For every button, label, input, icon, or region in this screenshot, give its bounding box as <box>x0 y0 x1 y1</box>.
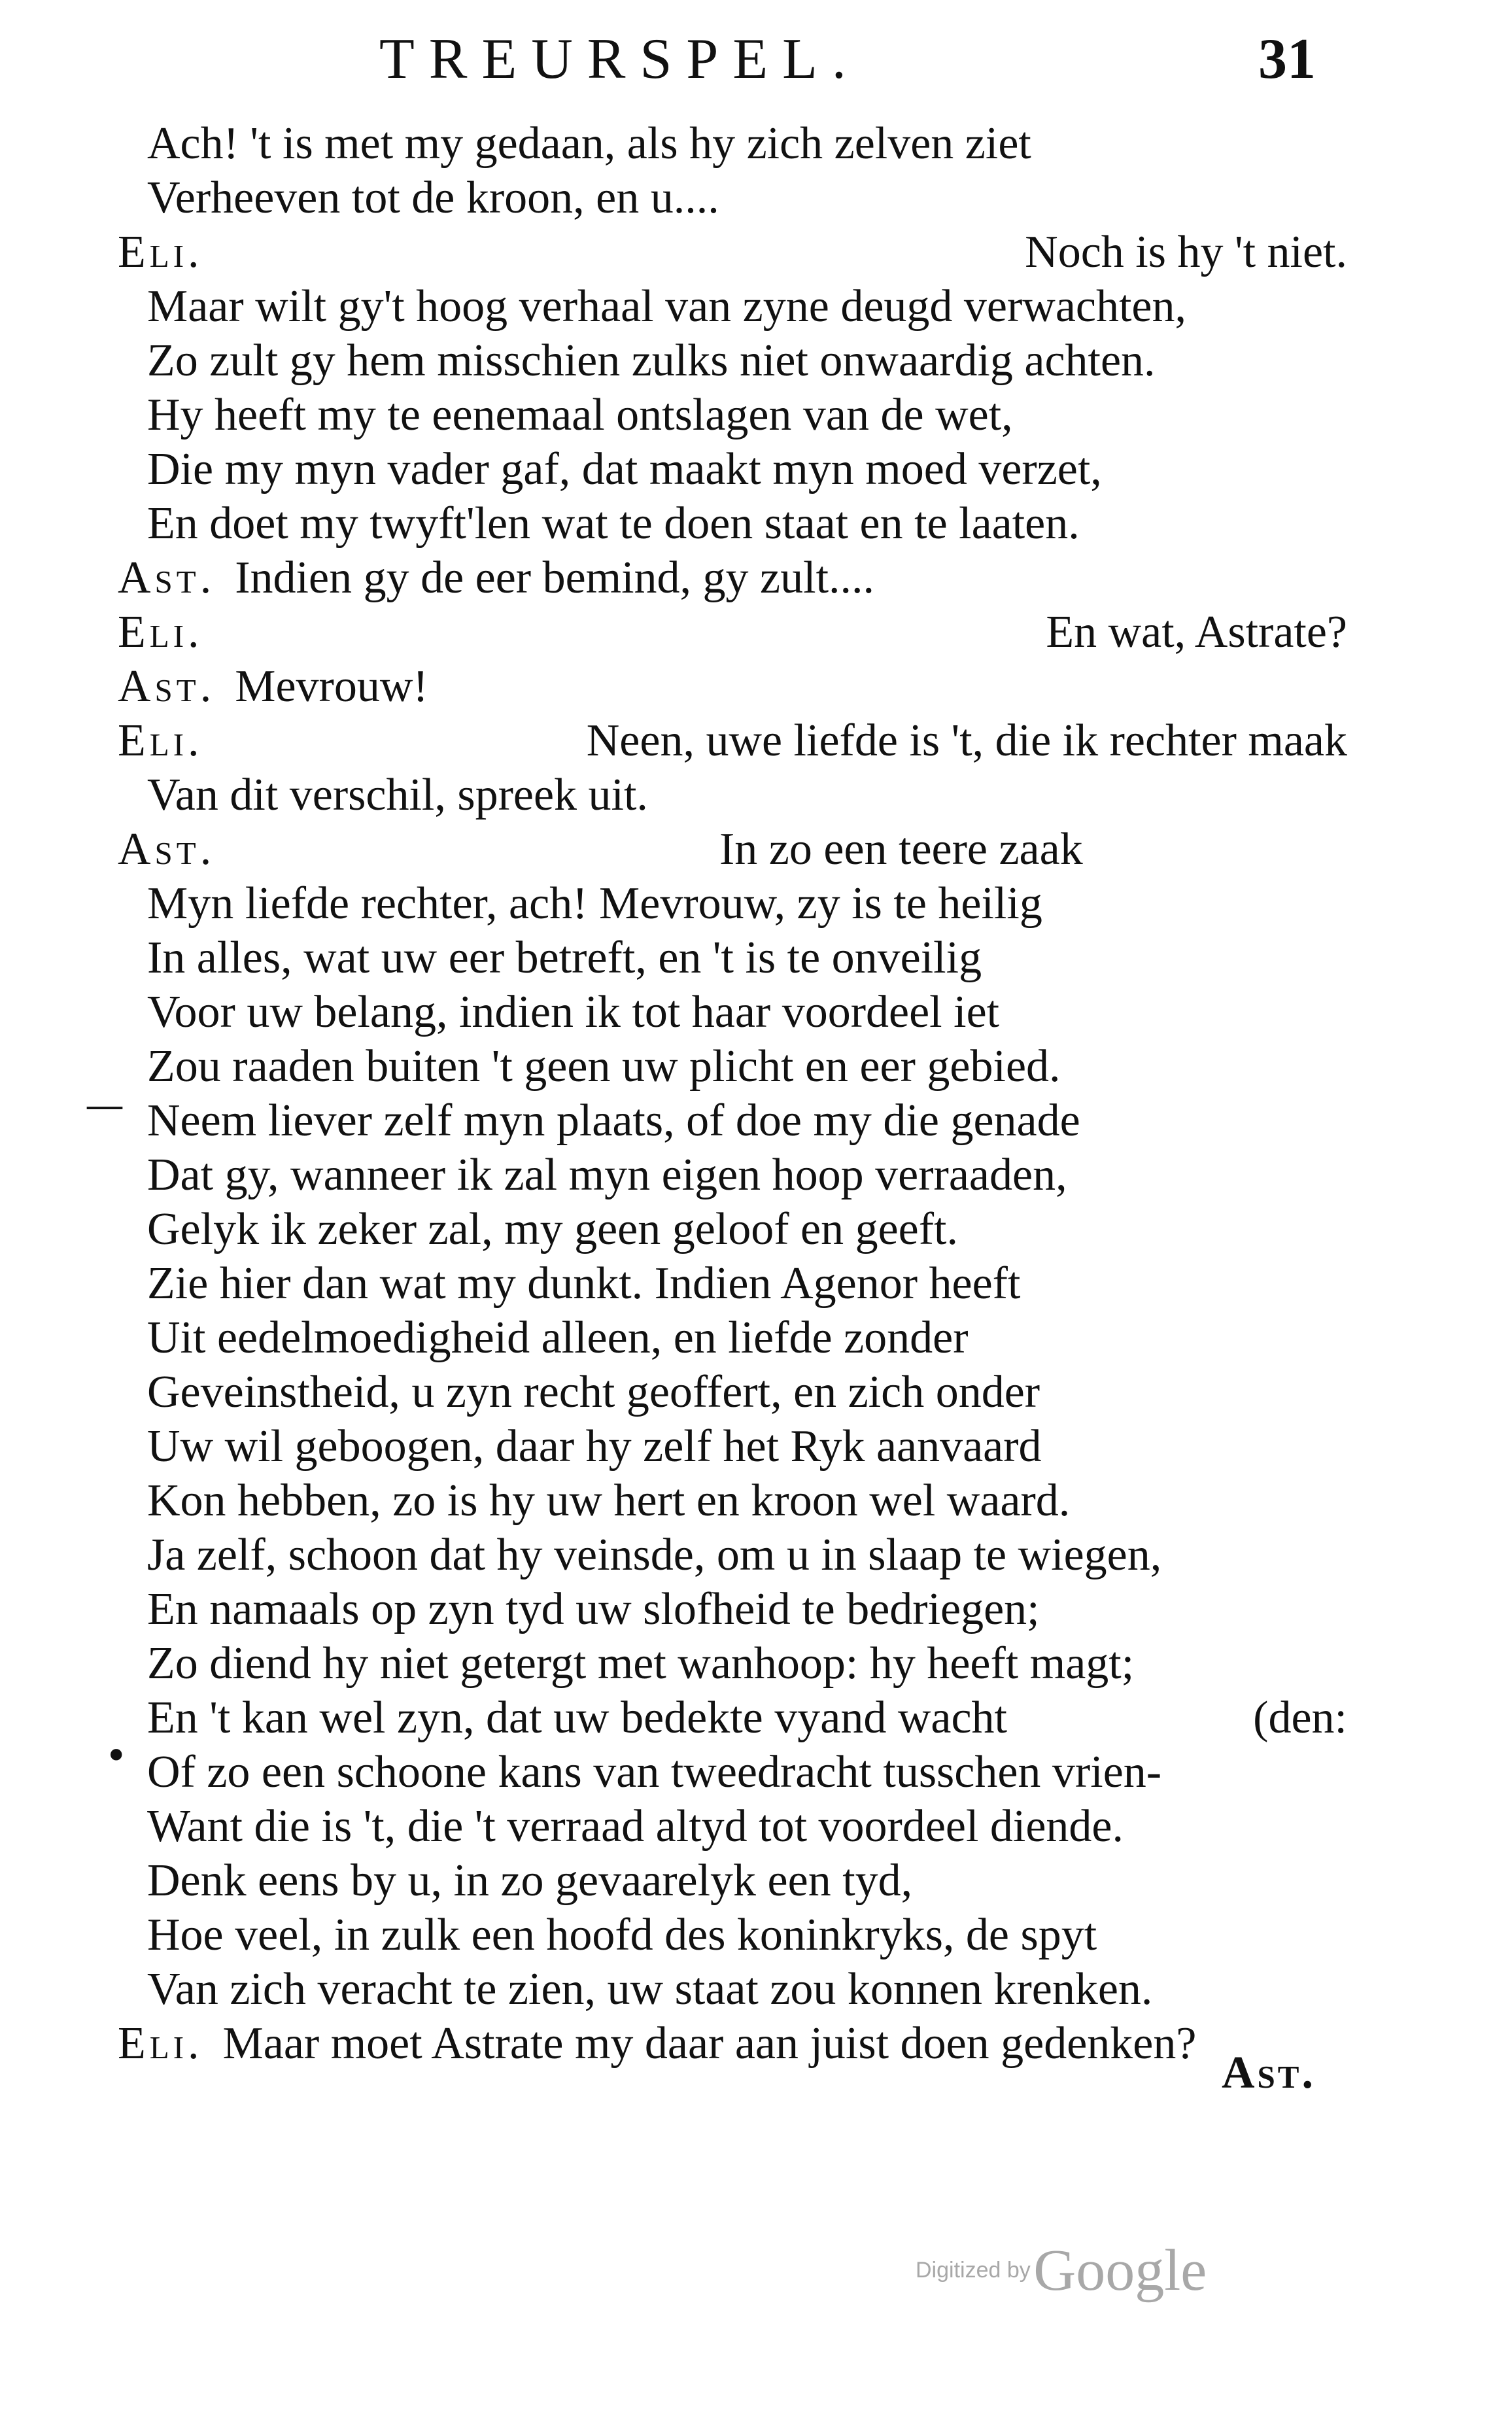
verse-line-text: Verheeven tot de kroon, en u.... <box>147 173 719 223</box>
verse-line-text: Ach! 't is met my gedaan, als hy zich zelven ziet <box>147 118 1031 169</box>
verse-line-text: Neem liever zelf myn plaats, of doe my die genade <box>147 1096 1080 1146</box>
verse-line <box>118 1582 1347 1636</box>
verse-line <box>118 1854 1347 1908</box>
verse-line-text: Mevrouw! <box>235 661 428 712</box>
verse-line <box>118 279 1347 334</box>
verse-line <box>118 768 1347 822</box>
verse-line-text: Hy heeft my te eenemaal ontslagen van de wet, <box>147 390 1013 440</box>
verse-line <box>118 388 1347 442</box>
verse-line-text: Maar wilt gy't hoog verhaal van zyne deugd verwachten, <box>147 281 1186 332</box>
verse-line <box>118 1799 1347 1854</box>
verse-line-text: Uit eedelmoedigheid alleen, en liefde zonder <box>147 1313 969 1363</box>
speaker-label: Eli. <box>118 716 203 766</box>
verse-line <box>118 442 1347 496</box>
verse-line <box>118 1365 1347 1419</box>
verse-line <box>118 496 1347 551</box>
verse-line <box>118 931 1347 985</box>
speaker-label: Ast. <box>118 661 216 712</box>
verse-line <box>118 1419 1347 1474</box>
verse-line <box>118 1636 1347 1691</box>
verse-line-text: En namaals op zyn tyd uw slofheid te bedriegen; <box>147 1584 1040 1634</box>
verse-line-text: Uw wil geboogen, daar hy zelf het Ryk aanvaard <box>147 1421 1042 1472</box>
verse-line-text: Van zich veracht te zien, uw staat zou konnen krenken. <box>147 1964 1153 2014</box>
verse-line-text: Ja zelf, schoon dat hy veinsde, om u in slaap te wiegen, <box>147 1530 1162 1580</box>
verse-line <box>118 1745 1347 1799</box>
verse-line-text: Zou raaden buiten 't geen uw plicht en eer gebied. <box>147 1041 1061 1092</box>
verse-line-text: Want die is 't, die 't verraad altyd tot voordeel diende. <box>147 1801 1124 1852</box>
verse-line-text: En doet my twyft'len wat te doen staat en te laaten. <box>147 498 1080 549</box>
verse-line <box>118 1691 1347 1745</box>
page-number: 31 <box>1258 27 1316 91</box>
verse-line-text: Voor uw belang, indien ik tot haar voordeel iet <box>147 987 1000 1037</box>
speaker-label: Ast. <box>118 553 216 603</box>
verse-line <box>118 171 1347 225</box>
speaker-label: Eli. <box>118 607 203 657</box>
verse-line-text: En 't kan wel zyn, dat uw bedekte vyand wacht <box>147 1693 1007 1743</box>
catchword: Ast. <box>1222 2048 1316 2098</box>
verse-line <box>118 116 1347 171</box>
verse-line-text: Gelyk ik zeker zal, my geen geloof en geeft. <box>147 1204 959 1254</box>
verse-line <box>118 1528 1347 1582</box>
google-logo-text: Google <box>1033 2238 1207 2303</box>
verse-line <box>118 1311 1347 1365</box>
verse-line <box>118 1094 1347 1148</box>
verse-line <box>118 822 1347 876</box>
verse-line <box>118 1148 1347 1202</box>
verse-line-continuation: In zo een teere zaak <box>719 824 1083 874</box>
margin-dash-mark: — <box>85 1082 124 1128</box>
verse-line <box>118 334 1347 388</box>
verse-line <box>118 225 1347 279</box>
verse-line-text: Zo diend hy niet getergt met wanhoop: hy heeft magt; <box>147 1638 1135 1689</box>
verse-line-text: Hoe veel, in zulk een hoofd des koninkryks, de spyt <box>147 1910 1097 1960</box>
verse-line-text: Zie hier dan wat my dunkt. Indien Agenor heeft <box>147 1258 1021 1309</box>
digitized-prefix: Digitized by <box>916 2258 1031 2283</box>
verse-text <box>118 116 1347 2071</box>
verse-line-text: In alles, wat uw eer betreft, en 't is te onveilig <box>147 933 982 983</box>
verse-line-text: Of zo een schoone kans van tweedracht tusschen vrien- <box>147 1747 1162 1797</box>
verse-line <box>118 876 1347 931</box>
speaker-label: Eli. <box>118 227 203 277</box>
verse-line-text: Zo zult gy hem misschien zulks niet onwaardig achten. <box>147 336 1156 386</box>
verse-line <box>118 714 1347 768</box>
verse-line-continuation: En wat, Astrate? <box>1046 607 1347 657</box>
margin-dot-mark: • <box>105 1733 128 1779</box>
verse-line <box>118 985 1347 1039</box>
verse-line <box>118 605 1347 659</box>
running-title: TREURSPEL. <box>379 27 861 91</box>
verse-line <box>118 1039 1347 1094</box>
verse-line <box>118 1474 1347 1528</box>
verse-line <box>118 551 1347 605</box>
verse-line-text: Indien gy de eer bemind, gy zult.... <box>235 553 875 603</box>
digitized-watermark <box>916 2237 1207 2304</box>
verse-line-text: Kon hebben, zo is hy uw hert en kroon wel waard. <box>147 1475 1071 1526</box>
verse-line <box>118 2016 1347 2071</box>
verse-line-text: Geveinstheid, u zyn recht geoffert, en zich onder <box>147 1367 1040 1417</box>
verse-line-text: Maar moet Astrate my daar aan juist doen gedenken? <box>222 2018 1197 2069</box>
verse-line <box>118 659 1347 714</box>
verse-line-continuation: Neen, uwe liefde is 't, die ik rechter maak <box>586 716 1347 766</box>
verse-line-text: Denk eens by u, in zo gevaarelyk een tyd, <box>147 1855 913 1906</box>
verse-line <box>118 1256 1347 1311</box>
verse-line-continuation: (den: <box>1253 1693 1347 1743</box>
speaker-label: Eli. <box>118 2018 203 2069</box>
verse-line-text: Myn liefde rechter, ach! Mevrouw, zy is te heilig <box>147 878 1042 929</box>
verse-line-text: Van dit verschil, spreek uit. <box>147 770 648 820</box>
speaker-label: Ast. <box>118 824 216 874</box>
verse-line <box>118 1202 1347 1256</box>
verse-line <box>118 1962 1347 2016</box>
verse-line-text: Die my myn vader gaf, dat maakt myn moed verzet, <box>147 444 1102 494</box>
verse-line-text: Dat gy, wanneer ik zal myn eigen hoop verraaden, <box>147 1150 1067 1200</box>
verse-line <box>118 1908 1347 1962</box>
verse-line-continuation: Noch is hy 't niet. <box>1025 227 1347 277</box>
